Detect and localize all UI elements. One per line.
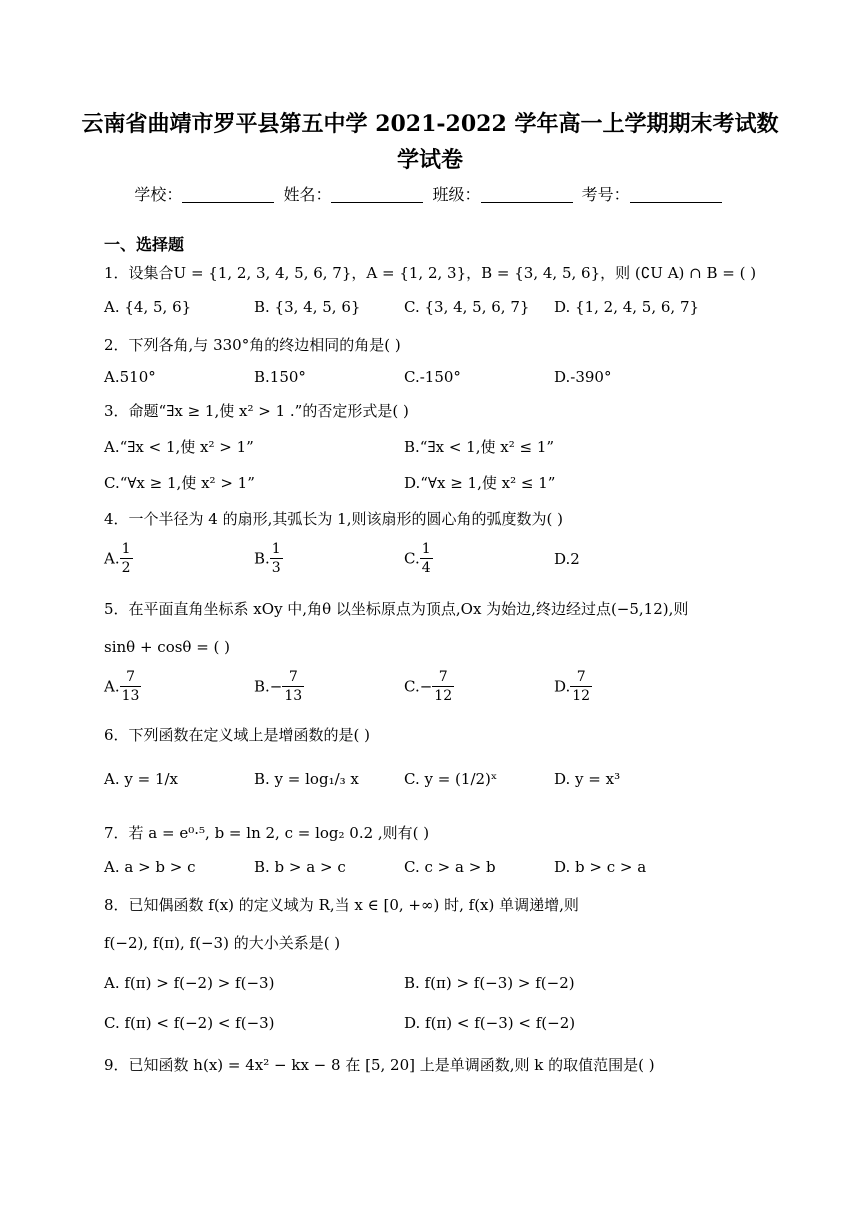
option-b: B. {3, 4, 5, 6}: [254, 298, 361, 316]
fraction: [432, 668, 454, 705]
question-3-stem: 3．命题“∃x ≥ 1,使 x² > 1 .”的否定形式是( ): [104, 402, 409, 420]
option-label: A.: [104, 549, 120, 568]
option-sign: −: [269, 677, 283, 696]
option-label: A.: [104, 677, 120, 696]
question-7-options: [104, 858, 764, 888]
option-c: C. c > a > b: [404, 858, 496, 876]
question-5-stem-continued: sinθ + cosθ = ( ): [104, 638, 231, 656]
school-blank[interactable]: [182, 186, 274, 203]
fraction: [270, 540, 283, 577]
option-a: A. a > b > c: [104, 858, 196, 876]
question-2-options: [104, 368, 764, 398]
question-8-stem-continued: f(−2), f(π), f(−3) 的大小关系是( ): [104, 934, 341, 952]
option-a: A.510°: [104, 368, 156, 386]
option-a: A. f(π) > f(−2) > f(−3): [104, 974, 275, 992]
question-3-options-ab: [104, 436, 764, 466]
option-sign: −: [419, 677, 433, 696]
fraction-numerator: 7: [282, 668, 304, 687]
option-c: C.“∀x ≥ 1,使 x² > 1”: [104, 474, 255, 492]
fraction-denominator: 4: [421, 560, 431, 576]
option-c: [404, 668, 454, 705]
question-2-stem: 2．下列各角,与 330°角的终边相同的角是( ): [104, 336, 401, 354]
option-b: B.150°: [254, 368, 306, 386]
option-a: A. {4, 5, 6}: [104, 298, 192, 316]
option-d: D. f(π) < f(−3) < f(−2): [404, 1014, 576, 1032]
option-d: D. b > c > a: [554, 858, 647, 876]
fraction: [120, 668, 142, 705]
question-4-stem: 4．一个半径为 4 的扇形,其弧长为 1,则该扇形的圆心角的弧度数为( ): [104, 510, 563, 528]
question-1-stem: 1．设集合U = {1, 2, 3, 4, 5, 6, 7}，A = {1, 2, 3}，B = {3, 4, 5, 6}，则 (∁U A) ∩ B = ( ): [104, 264, 757, 282]
question-5-stem: 5．在平面直角坐标系 xOy 中,角θ 以坐标原点为顶点,Ox 为始边,终边经过点(−5,12),则: [104, 600, 689, 618]
option-d: D. {1, 2, 4, 5, 6, 7}: [554, 298, 700, 316]
exam-title-line-1: 云南省曲靖市罗平县第五中学 2021-2022 学年高一上学期期末考试数: [81, 111, 779, 137]
fraction-denominator: 13: [284, 688, 303, 704]
fraction-numerator: 1: [271, 541, 281, 557]
option-c: C. f(π) < f(−2) < f(−3): [104, 1014, 275, 1032]
option-c: C. {3, 4, 5, 6, 7}: [404, 298, 530, 316]
question-9-stem: 9．已知函数 h(x) = 4x² − kx − 8 在 [5, 20] 上是单调函数,则 k 的取值范围是( ): [104, 1056, 655, 1074]
fraction-denominator: 12: [572, 688, 591, 704]
option-c: [404, 540, 433, 577]
exam-number-label: 考号：: [581, 185, 630, 204]
name-blank[interactable]: [331, 186, 423, 203]
option-a: A. y = 1/x: [104, 770, 179, 788]
question-4-options: [104, 540, 764, 584]
option-d: D.“∀x ≥ 1,使 x² ≤ 1”: [404, 474, 556, 492]
question-8-stem: 8．已知偶函数 f(x) 的定义域为 R,当 x ∈ [0, +∞) 时, f(x) 单调递增,则: [104, 896, 579, 914]
fraction-numerator: 7: [432, 668, 454, 687]
option-label: D.: [554, 677, 571, 696]
class-label: 班级：: [432, 185, 481, 204]
option-b: B. b > a > c: [254, 858, 346, 876]
fraction: [420, 540, 433, 577]
section-heading: 一、选择题: [104, 235, 185, 254]
question-8-options-ab: [104, 974, 764, 1004]
option-c: C. y = (1/2)ˣ: [404, 770, 498, 788]
exam-number-blank[interactable]: [630, 186, 722, 203]
option-d: D.-390°: [554, 368, 612, 386]
option-d: [554, 668, 592, 705]
class-blank[interactable]: [481, 186, 573, 203]
name-label: 姓名：: [283, 185, 332, 204]
option-b: [254, 668, 304, 705]
option-a: [104, 540, 133, 577]
question-6-stem: 6．下列函数在定义域上是增函数的是( ): [104, 726, 371, 744]
option-a: [104, 668, 141, 705]
question-3-options-cd: [104, 472, 764, 502]
option-d: D. y = x³: [554, 770, 621, 788]
question-1-options: [104, 298, 764, 328]
student-info-row: [0, 182, 860, 205]
fraction-numerator: 7: [120, 668, 142, 687]
fraction-denominator: 13: [121, 688, 140, 704]
question-7-stem: 7．若 a = e⁰·⁵, b = ln 2, c = log₂ 0.2 ,则有( ): [104, 824, 430, 842]
fraction-numerator: 1: [121, 541, 131, 557]
fraction-numerator: 7: [570, 668, 592, 687]
fraction-numerator: 1: [421, 541, 431, 557]
option-d: D.2: [554, 550, 580, 568]
option-b: [254, 540, 283, 577]
question-5-options: [104, 668, 764, 712]
fraction-denominator: 2: [121, 560, 131, 576]
option-a: A.“∃x < 1,使 x² > 1”: [104, 438, 254, 456]
fraction-denominator: 3: [271, 560, 281, 576]
question-8-options-cd: [104, 1014, 764, 1044]
fraction: [570, 668, 592, 705]
option-label: C.: [404, 549, 420, 568]
option-c: C.-150°: [404, 368, 461, 386]
fraction: [282, 668, 304, 705]
option-b: B.“∃x < 1,使 x² ≤ 1”: [404, 438, 555, 456]
option-b: B. y = log₁/₃ x: [254, 770, 359, 788]
option-b: B. f(π) > f(−3) > f(−2): [404, 974, 575, 992]
school-label: 学校：: [134, 185, 183, 204]
option-label: B.: [254, 549, 270, 568]
fraction-denominator: 12: [434, 688, 453, 704]
fraction: [120, 540, 133, 577]
option-label: B.: [254, 677, 270, 696]
exam-title-line-2: 学试卷: [396, 147, 463, 173]
option-label: C.: [404, 677, 420, 696]
question-6-options: [104, 770, 764, 800]
